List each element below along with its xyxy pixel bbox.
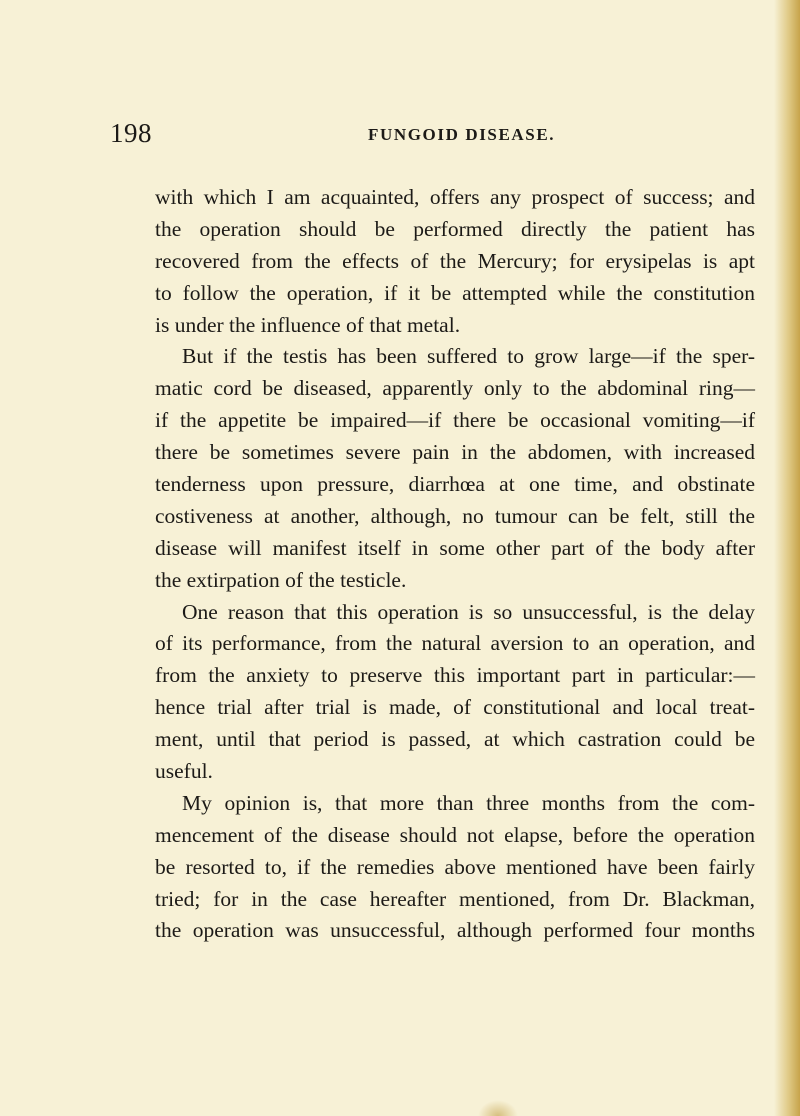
- text-line: ment, until that period is passed, at which castration could be: [155, 727, 755, 752]
- text-line: hence trial after trial is made, of constitutional and local treat-: [155, 695, 755, 720]
- text-line: with which I am acquainted, offers any prospect of success; and: [155, 185, 755, 209]
- text-line: disease will manifest itself in some other part of the body after: [155, 535, 755, 560]
- text-line: recovered from the effects of the Mercury; for erysipelas is apt: [155, 248, 755, 273]
- text-line: mencement of the disease should not elapse, before the operation: [155, 822, 755, 847]
- page-edge-shadow: [774, 0, 800, 1116]
- text-line: One reason that this operation is so unsuccessful, is the delay: [182, 599, 755, 624]
- text-line: if the appetite be impaired—if there be occasional vomiting—if: [155, 408, 755, 433]
- text-line: But if the testis has been suffered to grow large—if the sper-: [182, 344, 755, 369]
- text-line: there be sometimes severe pain in the abdomen, with increased: [155, 440, 755, 465]
- text-line: tried; for in the case hereafter mentioned, from Dr. Blackman,: [155, 886, 755, 911]
- text-line: My opinion is, that more than three months from the com-: [182, 790, 755, 815]
- page-number: 198: [110, 118, 152, 148]
- text-line: of its performance, from the natural aversion to an operation, and: [155, 631, 755, 656]
- text-line: costiveness at another, although, no tumour can be felt, still the: [155, 503, 755, 528]
- text-line: is under the influence of that metal.: [155, 312, 461, 337]
- page-stain: [478, 1100, 518, 1116]
- text-line: from the anxiety to preserve this important part in particular:—: [155, 663, 755, 688]
- text-line: tenderness upon pressure, diarrhœa at one time, and obstinate: [155, 472, 755, 497]
- running-head: FUNGOID DISEASE.: [368, 125, 556, 144]
- page-header: [0, 118, 800, 154]
- text-line: to follow the operation, if it be attempted while the constitution: [155, 280, 755, 305]
- text-line: the extirpation of the testicle.: [155, 567, 407, 592]
- text-line: matic cord be diseased, apparently only to the abdominal ring—: [155, 376, 755, 401]
- text-line: the operation was unsuccessful, although performed four months: [155, 918, 755, 943]
- text-line: useful.: [155, 759, 213, 784]
- text-line: be resorted to, if the remedies above mentioned have been fairly: [155, 854, 755, 879]
- text-line: the operation should be performed directly the patient has: [155, 216, 755, 241]
- body-text: [155, 182, 755, 947]
